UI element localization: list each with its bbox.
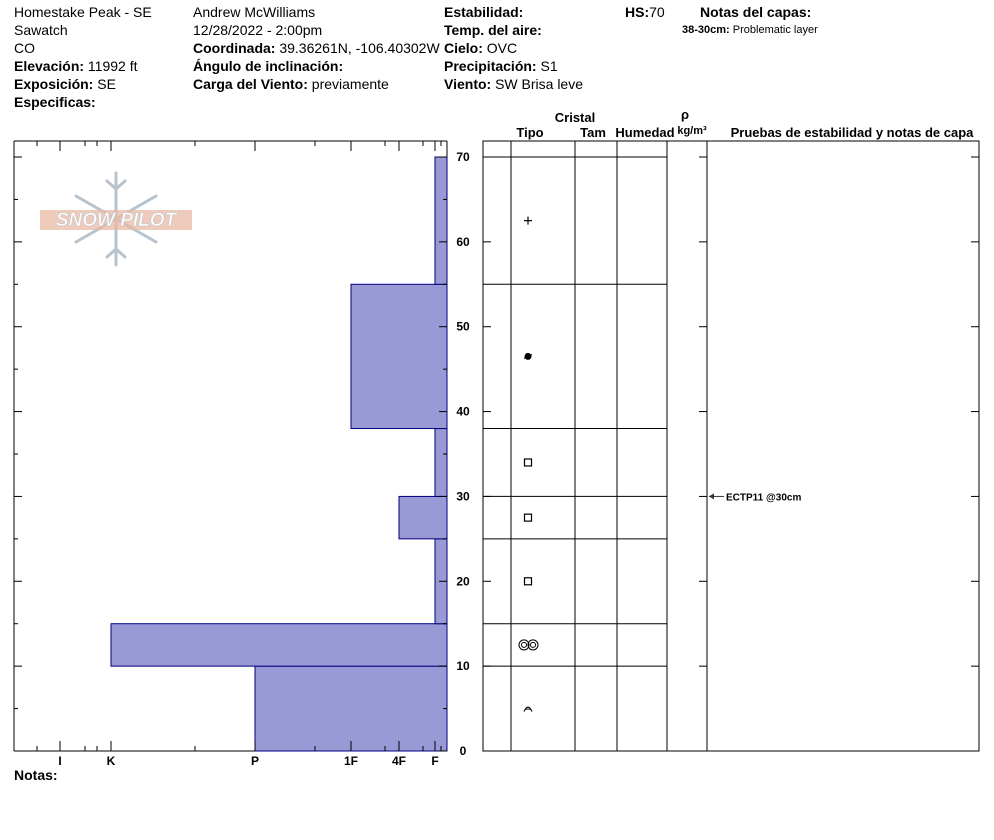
density-unit-header: kg/m³ [677, 125, 707, 137]
elevation: Elevación: 11992 ft [14, 58, 138, 74]
wind-load: Carga del Viento: previamente [193, 76, 389, 92]
aspect: Exposición: SE [14, 76, 116, 92]
depth-tick-label: 10 [456, 659, 470, 674]
size-header: Tam [580, 125, 606, 140]
precipitation: Precipitación: S1 [444, 58, 558, 74]
coordinates: Coordinada: 39.36261N, -106.40302W [193, 40, 440, 56]
new-snow-icon [524, 217, 532, 225]
hardness-tick-label: P [250, 754, 260, 768]
hardness-tick-label: F [431, 754, 439, 768]
type-header: Tipo [516, 125, 544, 140]
snowpilot-logo [40, 173, 192, 265]
depth-tick-label: 40 [456, 404, 470, 419]
crystal-table [483, 141, 979, 751]
datetime: 12/28/2022 - 2:00pm [193, 22, 323, 38]
hardness-bar [351, 284, 447, 428]
crystal-header: Cristal [554, 110, 596, 125]
sky: Cielo: OVC [444, 40, 518, 56]
facet-icon [525, 459, 532, 466]
depth-tick-label: 0 [459, 744, 467, 758]
hardness-bar [111, 624, 447, 666]
mountain-range: Sawatch [14, 22, 68, 38]
specifics: Especificas: [14, 94, 96, 110]
stability: Estabilidad: [444, 4, 524, 20]
hardness-bar [399, 496, 447, 538]
hardness-tick-label: I [58, 754, 62, 768]
stability-notes-header: Pruebas de estabilidad y notas de capa [730, 125, 974, 140]
depth-tick-label: 50 [456, 319, 470, 334]
wind: Viento: SW Brisa leve [444, 76, 584, 92]
incline: Ángulo de inclinación: [193, 58, 344, 74]
hardness-tick-label: K [106, 754, 116, 768]
layer-note: 38-30cm: Problematic layer [682, 24, 818, 36]
air-temp: Temp. del aire: [444, 22, 542, 38]
snow-height: HS:70 [625, 4, 665, 20]
rounded-grain-icon [524, 353, 532, 360]
hardness-bar [435, 429, 447, 497]
moisture-header: Humedad [615, 125, 675, 140]
crust-icon [524, 707, 532, 712]
state: CO [14, 40, 35, 56]
depth-tick-label: 60 [456, 234, 470, 249]
observer: Andrew McWilliams [193, 4, 316, 20]
arrow-icon [709, 493, 714, 499]
hardness-tick-label: 4F [391, 754, 407, 768]
notes: Notas: [14, 767, 58, 783]
location: Homestake Peak - SE [14, 4, 152, 20]
facet-icon [525, 514, 532, 521]
svg-text:SNOW PILOT: SNOW PILOT [55, 210, 177, 231]
facet-icon [525, 578, 532, 585]
depth-tick-label: 20 [456, 574, 470, 589]
depth-tick-label: 70 [456, 150, 470, 164]
hardness-bar [255, 666, 447, 751]
layer-notes-title: Notas del capas: [700, 4, 812, 20]
stability-test-label: ECTP11 @30cm [726, 492, 802, 504]
depth-tick-label: 30 [456, 489, 470, 504]
rho-header: ρ [680, 107, 690, 122]
hardness-bar [435, 157, 447, 284]
depth-hoar-icon [519, 640, 538, 650]
hardness-tick-label: 1F [343, 754, 359, 768]
